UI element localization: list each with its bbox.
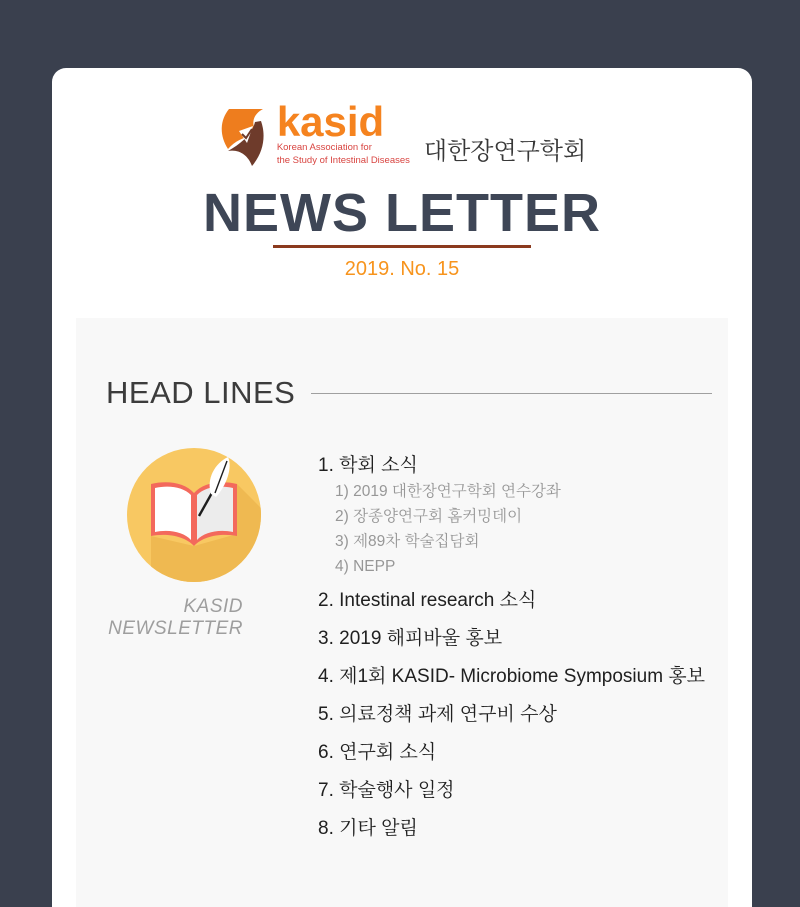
headline-item-1-subitems bbox=[318, 479, 712, 579]
title-underline bbox=[273, 245, 531, 248]
logo-tagline-line1: Korean Association for bbox=[276, 142, 372, 153]
headlines-header bbox=[106, 376, 712, 410]
org-name-korean: 대한장연구학회 bbox=[423, 138, 587, 165]
headline-subitem: 2) 장종양연구회 홈커밍데이 bbox=[335, 508, 523, 525]
headline-item-2: 2. Intestinal research 소식 bbox=[318, 590, 537, 611]
headline-subitem: 3) 제89차 학술집담회 bbox=[335, 533, 480, 550]
logo-text-block bbox=[276, 98, 410, 166]
headline-list bbox=[318, 448, 712, 838]
headlines-section bbox=[76, 318, 728, 907]
headline-item-7: 7. 학술행사 일정 bbox=[318, 780, 455, 801]
headline-item-5: 5. 의료정책 과제 연구비 수상 bbox=[318, 704, 557, 725]
headline-item-3: 3. 2019 해피바울 홍보 bbox=[318, 628, 503, 649]
logo-tagline-line2: the Study of Intestinal Diseases bbox=[276, 154, 410, 166]
issue-number: 2019. No. 15 bbox=[344, 258, 460, 280]
masthead bbox=[52, 68, 752, 280]
badge-caption-line1: KASID bbox=[183, 596, 243, 617]
open-book-quill-icon bbox=[127, 448, 261, 582]
headline-item-8: 8. 기타 알림 bbox=[318, 818, 418, 839]
kasid-ribbon-logo-icon bbox=[218, 108, 274, 166]
headlines-rule bbox=[311, 393, 712, 394]
headline-subitem: 4) NEPP bbox=[335, 558, 396, 575]
kasid-logo bbox=[52, 98, 752, 166]
badge-caption bbox=[106, 596, 261, 640]
headline-item-1: 1. 학회 소식 bbox=[318, 455, 418, 476]
newsletter-card bbox=[52, 68, 752, 907]
headline-subitem: 1) 2019 대한장연구학회 연수강좌 bbox=[335, 483, 561, 500]
headlines-content bbox=[106, 448, 712, 838]
headline-item-4: 4. 제1회 KASID- Microbiome Symposium 홍보 bbox=[318, 666, 706, 687]
headline-item-6: 6. 연구회 소식 bbox=[318, 742, 437, 763]
brand-wordmark: kasid bbox=[276, 98, 385, 145]
badge-caption-line2: NEWSLETTER bbox=[108, 618, 243, 639]
newsletter-title: NEWS LETTER bbox=[203, 183, 601, 243]
headlines-title: HEAD LINES bbox=[106, 375, 296, 410]
newsletter-badge bbox=[106, 448, 261, 838]
